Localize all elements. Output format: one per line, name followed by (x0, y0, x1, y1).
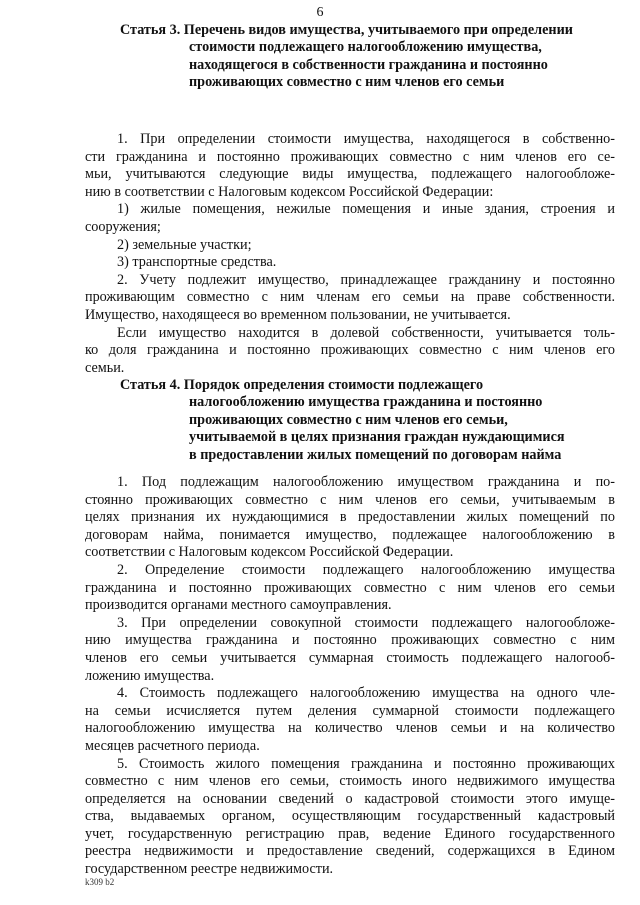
paragraph (85, 474, 615, 562)
text-line: Имущество, находящееся во временном пользовании, не учитывается. (85, 306, 511, 323)
title-line: налогообложению имущества гражданина и постоянно (189, 394, 543, 411)
paragraph (85, 325, 615, 378)
title-line: проживающих совместно с ним членов его семьи (189, 74, 505, 91)
paragraph (85, 131, 615, 201)
text-line: нию в соответствии с Налоговым кодексом Российской Федерации: (85, 183, 494, 200)
text-line: реестра недвижимости и предоставление сведений, содержащихся в Едином (85, 843, 615, 860)
title-line: учитываемой в целях признания граждан нуждающимися (189, 429, 565, 446)
paragraph (85, 756, 615, 879)
title-line: проживающих совместно с ним членов его семьи, (189, 411, 508, 428)
text-line: 1. Под подлежащим налогообложению имуществом гражданина и по- (117, 474, 615, 490)
text-line: 2. Определение стоимости подлежащего налогообложению имущества (117, 561, 615, 578)
text-line: 4. Стоимость подлежащего налогообложению имущества на одного чле- (117, 685, 615, 702)
text-line: 2) земельные участки; (117, 236, 252, 253)
text-line: соответствии с Налоговым кодексом Российской Федерации. (85, 544, 454, 561)
paragraph (85, 254, 615, 272)
title-line: в предоставлении жилых помещений по договорам найма (189, 446, 562, 463)
text-line: месяцев расчетного периода. (85, 737, 260, 754)
article-3-body (85, 131, 615, 377)
text-line: 5. Стоимость жилого помещения гражданина и постоянно проживающих (117, 755, 615, 772)
text-line: сооружения; (85, 218, 161, 235)
text-line: государственном реестре недвижимости. (85, 861, 334, 878)
text-line: 3) транспортные средства. (117, 254, 277, 271)
page-number: 6 (316, 5, 324, 20)
text-line: семьи. (85, 359, 125, 376)
title-line: Статья 3. Перечень видов имущества, учитываемого при определении (120, 22, 573, 38)
paragraph (85, 562, 615, 615)
paragraph (85, 272, 615, 325)
title-line: находящегося в собственности гражданина и постоянно (189, 56, 548, 73)
title-line: Статья 4. Порядок определения стоимости подлежащего (120, 377, 484, 393)
text-line: 1) жилые помещения, нежилые помещения и иные здания, строения и (117, 201, 615, 218)
paragraph (85, 237, 615, 255)
title-line: стоимости подлежащего налогообложению имущества, (189, 39, 542, 56)
text-line: сти гражданина и постоянно проживающих совместно с ним членов его се- (85, 148, 615, 165)
text-line: 1. При определении стоимости имущества, находящегося в собственно- (117, 131, 615, 147)
text-line: 2. Учету подлежит имущество, принадлежащее гражданину и постоянно (117, 271, 615, 288)
text-line: целях признания их нуждающимися в предоставлении жилых помещений по (85, 509, 615, 526)
text-line: налогообложению имущества на количество членов семьи и на количество (85, 720, 615, 737)
article-4-title (120, 377, 620, 464)
footer-code: k309 b2 (85, 877, 115, 887)
text-line: производится органами местного самоуправления. (85, 597, 392, 614)
article-3-title (120, 22, 620, 92)
text-line: членов его семьи учитывается суммарная стоимость подлежащего налогооб- (85, 649, 615, 666)
text-line: стоянно проживающих совместно с ним членов его семьи, учитываемым в (85, 491, 615, 508)
text-line: учет, государственную регистрацию прав, ведение Единого государственного (85, 825, 615, 842)
paragraph (85, 201, 615, 236)
article-4-body (85, 474, 615, 879)
text-line: определяется на основании сведений о кадастровой стоимости этого имуще- (85, 790, 615, 807)
paragraph (85, 615, 615, 685)
text-line: совместно с ним членов его семьи, стоимость иного недвижимого имущества (85, 773, 615, 790)
text-line: договорам найма, понимается имущество, подлежащее налогообложению в (85, 526, 615, 543)
text-line: нию имущества гражданина и постоянно проживающих совместно с ним (85, 632, 615, 649)
text-line: ства, выдаваемых органом, осуществляющим государственный кадастровый (85, 808, 615, 825)
text-line: проживающим совместно с ним членам его семьи на праве собственности. (85, 289, 615, 306)
text-line: гражданина и постоянно проживающих совместно с ним членов его семьи (85, 579, 615, 596)
text-line: 3. При определении совокупной стоимости подлежащего налогообложе- (117, 614, 615, 631)
text-line: Если имущество находится в долевой собственности, учитывается толь- (117, 324, 615, 341)
text-line: ложению имущества. (85, 667, 215, 684)
text-line: ко доля гражданина и постоянно проживающих совместно с ним членов его (85, 342, 615, 359)
paragraph (85, 685, 615, 755)
text-line: на семьи исчисляется путем деления суммарной стоимости подлежащего (85, 702, 615, 719)
text-line: мьи, учитываются следующие виды имущества, подлежащего налогообложе- (85, 166, 615, 183)
